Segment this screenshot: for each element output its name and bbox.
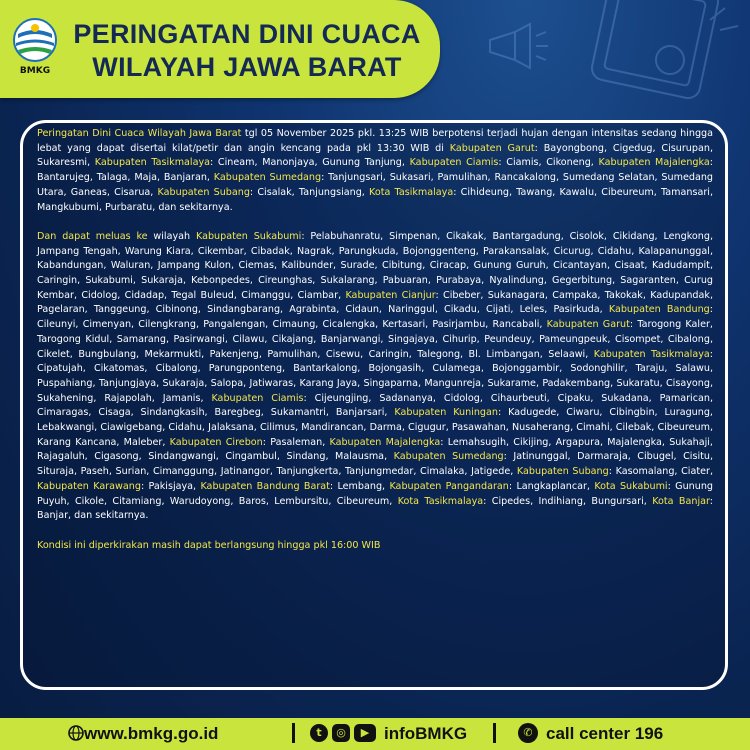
body-text: tgl 05 November 2025 pkl. 13:25 WIB berpotensi terjadi hujan dengan intensitas sedang hingga lebat yang dapat disertai kilat/petir dan angin kencang pada pkl 13:30 WIB di xyxy=(37,128,714,154)
region-highlight: Kabupaten Subang xyxy=(516,466,609,478)
region-highlight: Kabupaten Bandung Barat xyxy=(200,480,330,492)
region-highlight: Kabupaten Sukabumi xyxy=(195,230,302,242)
body-text: : Cineam, Manonjaya, Gunung Tanjung, xyxy=(210,157,410,169)
region-highlight: Kondisi ini diperkirakan masih dapat berlangsung hingga pkl 16:00 WIB xyxy=(37,539,381,551)
region-highlight: Kabupaten Sumedang xyxy=(393,451,504,463)
region-highlight: Kota Tasikmalaya xyxy=(369,186,454,198)
title-line-2: WILAYAH JAWA BARAT xyxy=(92,52,402,82)
body-text: : Pasaleman, xyxy=(262,436,330,448)
region-highlight: Kota Sukabumi xyxy=(594,480,668,492)
body-text: : Kasomalang, Ciater, xyxy=(608,466,713,478)
region-highlight: Kabupaten Subang xyxy=(157,186,250,198)
body-text: : Lembang, xyxy=(329,480,390,492)
body-text: : Cijeungjing, Sadananya, Cidolog, Cihaurbeuti, Cipaku, Sukadana, Pamarican, Cimaragas, Cisaga, Sindangkasih, Baregbeg, Sukamantri, Banjarsari, xyxy=(37,392,714,419)
warning-paragraph xyxy=(37,539,713,554)
body-text: : Pelabuhanratu, Simpenan, Cikakak, Bantargadung, Cisolok, Cikidang, Lengkong, Jampang Tengah, Warung Kiara, Cikembar, Cibadak, Nagrak, Parungkuda, Bojonggenteng, Parakansalak, Cicurug, Cidahu, Kalapanunggal, Kabandungan, Waluran, Jampang Kulon, Ciemas, Kalibunder, Surade, Cibitung, Ciracap, Gunung Guruh, Cicantayan, Cisaat, Kadudampit, Caringin, Sukabumi, Sukaraja, Kebonpedes, Cireunghas, Sukalarang, Pabuaran, Purabaya, Nyalindung, Gegerbitung, Sagaranten, Curug Kembar, Cidolog, Cidadap, Tegal Buleud, Cimanggu, Ciambar, xyxy=(37,230,713,301)
region-highlight: Kabupaten Kuningan xyxy=(394,407,498,419)
globe-icon xyxy=(68,725,84,741)
social-handle[interactable]: infoBMKG xyxy=(384,724,468,743)
warning-text xyxy=(37,127,713,568)
website-link[interactable]: www.bmkg.go.id xyxy=(84,724,219,743)
body-text: : Langkaplancar, xyxy=(508,480,595,492)
body-text: : Tanjungsari, Sukasari, Pamulihan, Rancakalong, Sumedang Selatan, Sumedang Utara, Ganeas, Cisarua, xyxy=(37,172,713,198)
body-text: : Cihideung, Tawang, Kawalu, Cibeureum, Tamansari, Mangkubumi, Purbaratu, dan sekitarnya. xyxy=(37,186,713,213)
body-text: : Cipatujah, Cikatomas, Cibalong, Parungponteng, Bantarkalong, Bojongasih, Culamega, Bojonggambir, Sodonghilir, Taraju, Salawu, Puspahiang, Tanjungjaya, Sukaraja, Salopa, Jatiwaras, Karang Jaya, Singaparna, Mangunreja, Sukarame, Padakembang, Sukaratu, Cisayong, Sukahening, Rajapolah, Jamanis, xyxy=(37,348,713,404)
region-highlight: Kabupaten Ciamis xyxy=(409,157,499,169)
region-highlight: Kabupaten Sumedang xyxy=(213,172,322,184)
body-text: : Gunung Puyuh, Cikole, Citamiang, Warudoyong, Baros, Lembursitu, Cibeureum, xyxy=(37,480,714,507)
body-text: : Banjar, dan sekitarnya. xyxy=(37,495,714,522)
warning-paragraph xyxy=(37,230,713,524)
body-text: : Lemahsugih, Cikijing, Argapura, Majalengka, Sukahaji, Rajagaluh, Cigasong, Sindangwangi, Cingambul, Sindang, Malausma, xyxy=(37,436,713,463)
youtube-icon[interactable]: ▶ xyxy=(354,724,376,742)
body-text: : Cipedes, Indihiang, Bungursari, xyxy=(483,495,653,507)
region-highlight: Kabupaten Pangandaran xyxy=(389,480,509,492)
megaphone-decoration-icon xyxy=(470,0,750,120)
body-text: : Bayongbong, Cigedug, Cisurupan, Sukaresmi, xyxy=(37,142,713,169)
call-center[interactable]: call center 196 xyxy=(546,724,664,743)
title-line-1: PERINGATAN DINI CUACA xyxy=(73,19,421,49)
page-title xyxy=(72,18,422,84)
footer-separator xyxy=(292,723,295,743)
region-highlight: Kabupaten Cirebon xyxy=(169,436,263,448)
region-highlight: Kabupaten Bandung xyxy=(608,304,710,316)
region-highlight: Kota Banjar xyxy=(652,495,710,507)
twitter-icon[interactable]: t xyxy=(310,724,328,742)
region-highlight: Kabupaten Karawang xyxy=(37,480,141,492)
region-highlight: Kabupaten Tasikmalaya xyxy=(94,157,211,169)
region-highlight: Kota Tasikmalaya xyxy=(397,495,484,507)
body-text: wilayah xyxy=(147,230,196,242)
warning-paragraph xyxy=(37,127,713,215)
body-text: : Cisalak, Tanjungsiang, xyxy=(249,186,370,198)
region-highlight: Dan dapat meluas ke xyxy=(37,230,148,242)
body-text: : Tarogong Kaler, Tarogong Kidul, Samarang, Pasirwangi, Cilawu, Cikajang, Banjarwangi, Singajaya, Cihurip, Peundeuy, Pameungpeuk, Cisompet, Cibalong, Cikelet, Bungbulang, Mekarmukti, Pakenjeng, Pamulihan, Cisewu, Caringin, Talegong, Bl. Limbangan, Selaawi, xyxy=(37,319,713,360)
body-text: : Kadugede, Ciwaru, Cibingbin, Luragung, Lebakwangi, Ciawigebang, Cidahu, Jalaksana, Cilimus, Mandirancan, Darma, Cigugur, Pasawahan, Nusaherang, Cimahi, Cilebak, Cibeureum, Karang Kancana, Maleber, xyxy=(37,407,713,448)
region-highlight: Kabupaten Tasikmalaya xyxy=(593,348,710,360)
region-highlight: Kabupaten Majalengka xyxy=(329,436,441,448)
body-text: : Ciamis, Cikoneng, xyxy=(498,157,599,169)
body-text: : Pakisjaya, xyxy=(140,480,201,492)
region-highlight: Kabupaten Ciamis xyxy=(211,392,304,404)
region-highlight: Kabupaten Garut xyxy=(546,319,630,331)
footer-bar xyxy=(0,718,750,750)
instagram-icon[interactable]: ◎ xyxy=(332,724,350,742)
region-highlight: Peringatan Dini Cuaca Wilayah Jawa Barat xyxy=(37,128,242,139)
footer-separator xyxy=(493,723,496,743)
body-text: : Cibeber, Sukanagara, Campaka, Takokak, Kadupandak, Pagelaran, Tanggeung, Cibinong, Sindangbarang, Agrabinta, Cidaun, Naringgul, Cikadu, Cijati, Leles, Pasirkuda, xyxy=(37,289,714,316)
region-highlight: Kabupaten Majalengka xyxy=(598,157,710,169)
body-text: : Bantarujeg, Talaga, Maja, Banjaran, xyxy=(37,157,713,184)
region-highlight: Kabupaten Garut xyxy=(449,142,535,154)
region-highlight: Kabupaten Cianjur xyxy=(345,289,436,301)
body-text: : Jatinunggal, Darmaraja, Cibugel, Cisitu, Situraja, Paseh, Surian, Cimanggung, Jatinangor, Tanjungkerta, Tanjungmedar, Cimalaka, Jatigede, xyxy=(37,451,713,478)
logo-text: BMKG xyxy=(19,66,51,76)
body-text: : Cileunyi, Cimenyan, Cilengkrang, Pangalengan, Cimaung, Cicalengka, Kertasari, Pasirjambu, Rancabali, xyxy=(37,304,713,331)
whatsapp-icon[interactable]: ✆ xyxy=(518,723,538,743)
